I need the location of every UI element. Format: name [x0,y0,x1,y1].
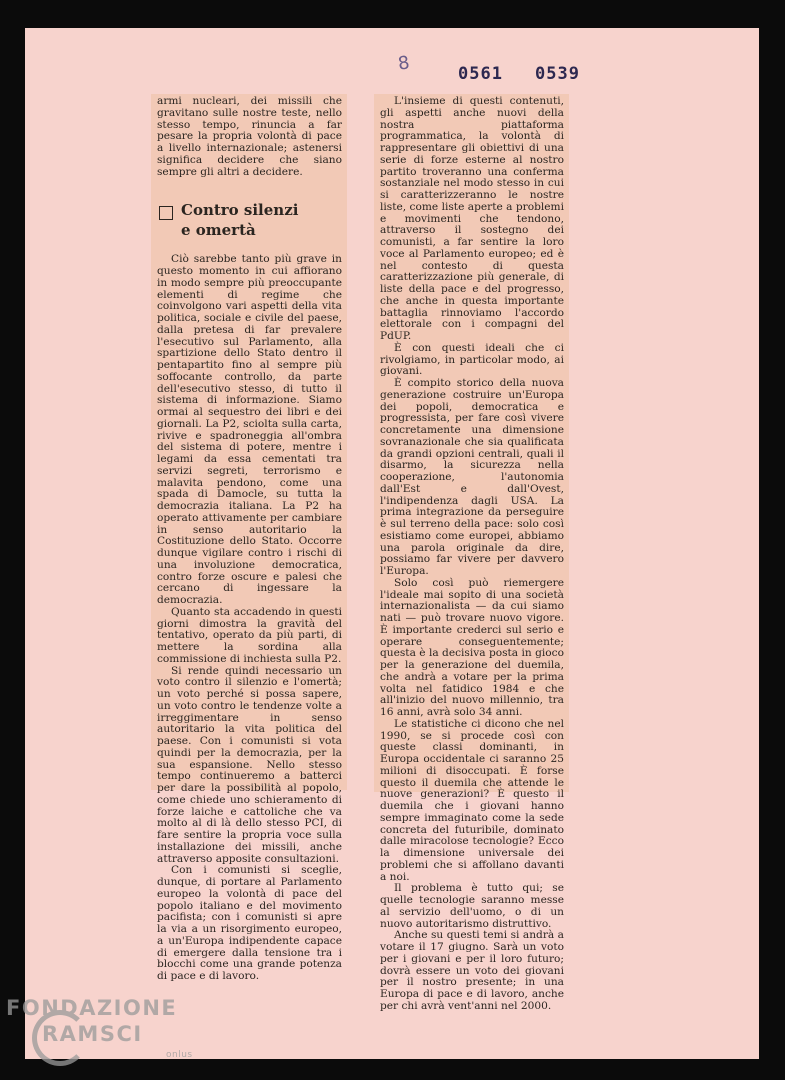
paragraph: Quanto sta accadendo in questi giorni dimostra la gravità del tentativo, operato da più parti, di mettere la sordina alla commissione di inchiesta sulla P2. [157,605,342,665]
archive-stamp-right: 0539 [535,64,580,84]
paragraph: Solo così può riemergere l'ideale mai sopito di una società internazionalista — da cui siamo nati — può trovare nuovo vigore. È importante crederci sul serio e operare conseguentemente; questa è la decisiva posta in gioco per la generazione del duemila, che andrà a votare per la prima volta nel fatidico 1984 e che all'inizio del nuovo millennio, tra 16 anni, avrà solo 34 anni. [380,576,564,718]
paragraph: È compito storico della nuova generazione costruire un'Europa dei popoli, democratica e progressista, per fare così vivere concretamente una dimensione sovranazionale che sia qualificata da grandi opzioni centrali, quali il disarmo, la sicurezza nella cooperazione, l'autonomia dall'Est e dall'Ovest, l'indipendenza dagli USA. La prima integrazione da perseguire è sul terreno della pace: solo così esistiamo come europei, abbiamo una parola originale da dire, possiamo far vivere per davvero l'Europa. [380,377,564,577]
heading-line-2: e omertà [181,221,256,240]
heading-line-1: Contro silenzi [181,201,299,220]
paragraph: L'insieme di questi contenuti, gli aspetti anche nuovi della nostra piattaforma programmatica, la volontà di rappresentare gli obiettivi di una serie di forze esterne al nostro partito troveranno una conferma sostanziale nel modo stesso in cui si caratterizzeranno le nostre liste, come liste aperte a problemi e movimenti che tendono, attraverso il sostegno dei comunisti, a far sentire la loro voce al Parlamento europeo; ed è nel contesto di questa caratterizzazione più generale, di liste della pace e del progresso, che anche in questa importante battaglia rinnoviamo l'accordo elettorale con i compagni del PdUP. [380,95,564,342]
paragraph: Con i comunisti si sceglie, dunque, di portare al Parlamento europeo la volontà di pace del popolo italiano e del movimento pacifista; con i comunisti si apre la via a un risorgimento europeo, a un'Europa indipendente capace di emergere dalla tensione tra i blocchi come una grande potenza di pace e di lavoro. [157,864,342,982]
intro-paragraph: armi nucleari, dei missili che gravitano sulle nostre teste, nello stesso tempo, rinuncia a far pesare la propria volontà di pace a livello internazionale; astenersi significa decidere che siano sempre gli altri a decidere. [157,95,342,178]
g-logo-icon [32,1010,88,1066]
fondazione-gramsci-watermark [6,996,193,1060]
archive-stamp-left: 0561 [458,64,503,84]
article-column-right [374,94,569,1012]
handwritten-number: 8 [396,52,411,75]
watermark-suffix: onlus [166,1050,193,1060]
paragraph: Si rende quindi necessario un voto contro il silenzio e l'omertà; un voto perché si possa sapere, un voto contro le tendenze volte a irreggimentare in senso autoritario la vita politica del paese. Con i comunisti si vota quindi per la democrazia, per la sua espansione. Nello stesso tempo continueremo a batterci per dare la possibilità al popolo, come chiede uno schieramento di forze laiche e cattoliche che va molto al di là dello stesso PCI, di fare sentire la propria voce sulla installazione dei missili, anche attraverso apposite consultazioni. [157,664,342,865]
article-column-left [151,94,347,982]
paragraph: Le statistiche ci dicono che nel 1990, se si procede così con queste classi dominanti, in Europa occidentale ci saranno 25 milioni di disoccupati. È forse questo il duemila che attende le nuove generazioni? È questo il duemila che i giovani hanno sempre immaginato come la sede concreta del futuribile, dominato dalle miracolose tecnologie? Ecco la dimensione universale dei problemi che si affollano davanti a noi. [380,717,564,883]
watermark-line-2: RAMSCI [42,1022,143,1046]
paragraph: Ciò sarebbe tanto più grave in questo momento in cui affiorano in modo sempre più preoccupante elementi di regime che coinvolgono vari aspetti della vita politica, sociale e civile del paese, dalla pretesa di far prevalere l'esecutivo sul Parlamento, alla spartizione dello Stato dentro il pentapartito fino al sempre più soffocante controllo, da parte dell'esecutivo stesso, di tutto il sistema di informazione. Siamo ormai al sequestro dei libri e dei giornali. La P2, sciolta sulla carta, rivive e spadroneggia all'ombra del sistema di potere, mentre i legami da essa cementati tra servizi segreti, terrorismo e malavita pendono, come una spada di Damocle, su tutta la democrazia italiana. La P2 ha operato attivamente per cambiare in senso autoritario la Costituzione dello Stato. Occorre dunque vigilare contro i rischi di una involuzione democratica, contro forze oscure e palesi che cercano di ingessare la democrazia. [157,253,342,606]
square-bullet-icon [159,206,173,220]
watermark-line-1: FONDAZIONE [6,996,178,1020]
paragraph: Il problema è tutto qui; se quelle tecnologie saranno messe al servizio dell'uomo, o di un nuovo autoritarismo distruttivo. [380,882,564,930]
paragraph: Anche su questi temi si andrà a votare il 17 giugno. Sarà un voto per i giovani e per il loro futuro; dovrà essere un voto dei giovani per il nostro presente; in una Europa di pace e di lavoro, anche per chi avrà vent'anni nel 2000. [380,929,564,1012]
paragraph: È con questi ideali che ci rivolgiamo, in particolar modo, ai giovani. [380,341,564,378]
section-heading [159,200,342,240]
